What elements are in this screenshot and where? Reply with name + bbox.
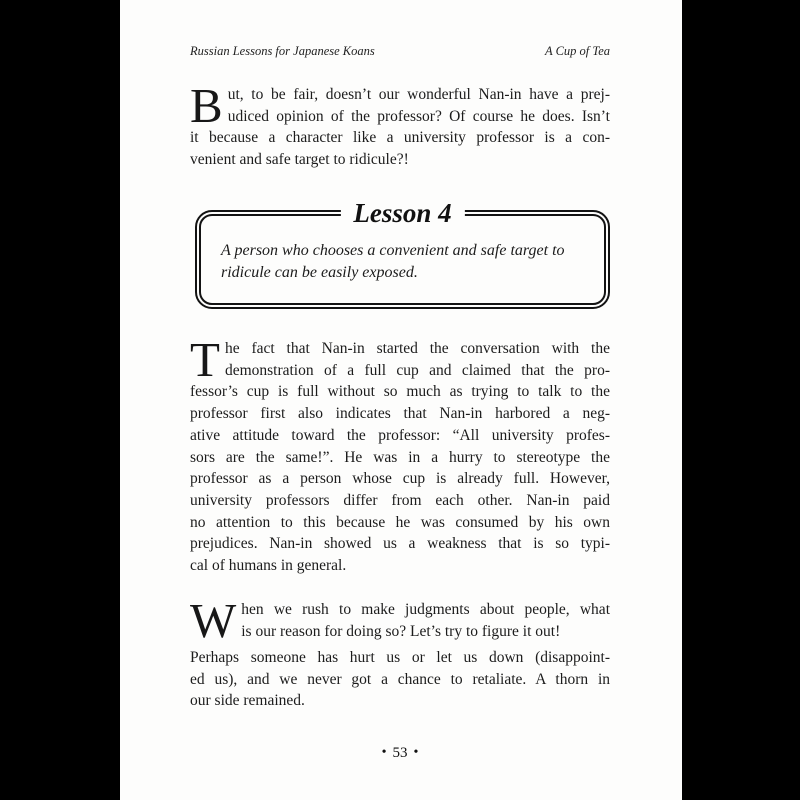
folio-right-dot: •: [413, 745, 419, 760]
paragraph-when-we-rush: [190, 593, 610, 648]
text-line: ut, to be fair, doesn’t our wonderful Nan-in have a prej-: [227, 86, 610, 103]
lesson-callout-box: [195, 198, 610, 309]
text-line: fessor’s cup is full without so much as trying to talk to the: [190, 383, 610, 401]
text-line: ative attitude toward the professor: “All university profes-: [190, 426, 610, 444]
running-header-chapter-title: A Cup of Tea: [545, 44, 610, 58]
text-line: university professors differ from each other. Nan-in paid: [190, 491, 610, 509]
text-line: demonstration of a full cup and claimed that the pro-: [224, 361, 610, 379]
dropcap-letter: W: [190, 593, 237, 648]
text-line: sors are the same!”. He was in a hurry to stereotype the: [190, 448, 610, 466]
text-line: it because a character like a university professor is a con-: [190, 129, 610, 147]
text-line: is our reason for doing so? Let’s try to figure it out!: [241, 622, 561, 640]
text-line: hen we rush to make judgments about people, what: [241, 601, 610, 618]
text-line: he fact that Nan-in started the conversation with the: [224, 340, 610, 357]
text-line: ridicule can be easily exposed.: [221, 264, 418, 281]
text-line: cal of humans in general.: [190, 557, 347, 575]
text-line: Perhaps someone has hurt us or let us down (disappoint-: [190, 649, 610, 666]
lesson-title: Lesson 4: [340, 197, 464, 229]
text-line: professor as a person whose cup is already full. However,: [190, 470, 610, 488]
folio-number: 53: [392, 745, 408, 761]
text-line: no attention to this because he was consumed by his own: [190, 513, 610, 531]
folio-left-dot: •: [381, 745, 387, 760]
text-line: prejudices. Nan-in showed us a weakness that is so typi-: [190, 535, 610, 553]
text-line: udiced opinion of the professor? Of course he does. Isn’t: [227, 107, 610, 125]
text-line: our side remained.: [190, 692, 305, 710]
text-line: venient and safe target to ridicule?!: [190, 151, 409, 169]
page-number: [190, 744, 610, 763]
dropcap-letter: B: [190, 78, 223, 133]
book-page: [120, 0, 682, 800]
dropcap-letter: T: [190, 332, 220, 387]
running-header: [190, 44, 610, 59]
paragraph-the-fact: [190, 332, 610, 577]
running-header-book-title: Russian Lessons for Japanese Koans: [190, 44, 375, 58]
paragraph-but-to-be-fair: [190, 78, 610, 171]
text-line: professor first also indicates that Nan-in harbored a neg-: [190, 405, 610, 423]
page-content: [190, 0, 610, 800]
text-line: A person who chooses a convenient and safe target to: [221, 242, 565, 259]
paragraph-perhaps-someone: [190, 647, 610, 712]
text-line: ed us), and we never got a chance to retaliate. A thorn in: [190, 670, 610, 688]
